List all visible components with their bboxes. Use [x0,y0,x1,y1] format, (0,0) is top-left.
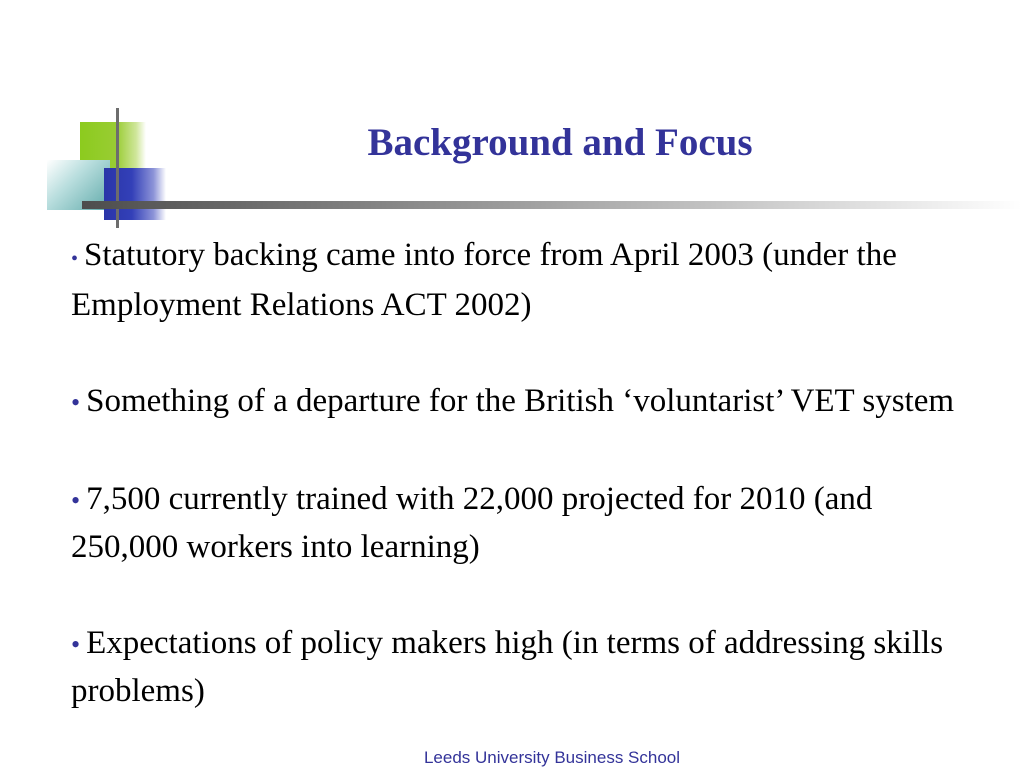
bullet-icon: • [71,388,81,417]
bullet-icon: • [71,630,81,659]
bullet-text: Expectations of policy makers high (in terms of addressing skills problems) [71,625,944,709]
bullet-list [71,232,971,764]
bullet-item [71,232,971,328]
bullet-item [71,476,971,570]
blue-square-decoration [104,168,166,220]
bullet-text: Something of a departure for the British ‘voluntarist’ VET system [86,383,955,419]
vertical-rule [116,108,119,228]
bullet-item [71,378,971,426]
bullet-icon: • [71,486,81,515]
bullet-text: 7,500 currently trained with 22,000 projected for 2010 (and 250,000 workers into learning) [71,481,873,565]
bullet-icon: • [71,248,79,270]
bullet-item [71,620,971,714]
slide-footer: Leeds University Business School [423,748,681,767]
slide-title: Background and Focus [367,121,753,164]
title-underline-rule [82,201,1022,209]
bullet-text: Statutory backing came into force from April 2003 (under the Employment Relations ACT 2002) [71,237,897,323]
